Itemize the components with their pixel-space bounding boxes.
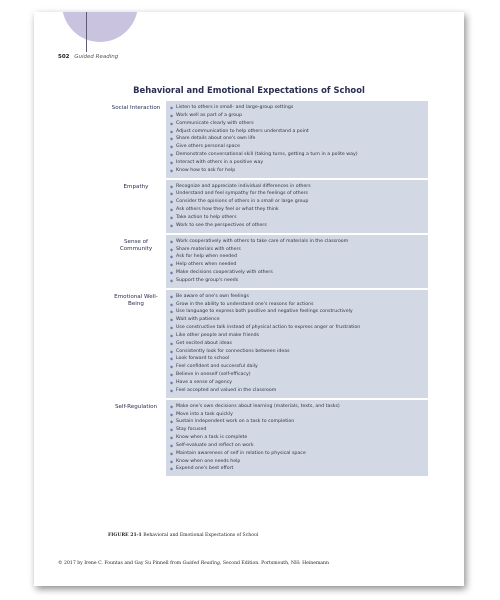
list-item: ◆ Give others personal space (170, 143, 424, 151)
expectations-list (170, 293, 424, 395)
expectations-cell (166, 399, 428, 478)
table-row (108, 234, 428, 289)
category-label: Emotional Well-Being (108, 289, 166, 399)
list-item: ◆ Communicate clearly with others (170, 120, 424, 128)
copyright-line (58, 561, 329, 566)
list-item: ◆ Be aware of one's own feelings (170, 293, 424, 301)
list-item: ◆ Feel confident and successful daily (170, 363, 424, 371)
expectations-list (170, 238, 424, 285)
list-item: ◆ Believe in oneself (self-efficacy) (170, 371, 424, 379)
list-item: ◆ Feel accepted and valued in the classroom (170, 387, 424, 395)
running-title: Guided Reading (74, 54, 119, 60)
list-item: ◆ Take action to help others (170, 214, 424, 222)
table-row (108, 179, 428, 234)
running-header (58, 54, 118, 60)
category-label: Sense of Community (108, 234, 166, 289)
list-item: ◆ Make decisions cooperatively with others (170, 269, 424, 277)
table-row (108, 101, 428, 179)
list-item: ◆ Understand and feel sympathy for the feelings of others (170, 190, 424, 198)
category-label: Empathy (108, 179, 166, 234)
copyright-book-title: Guided Reading (182, 561, 220, 566)
table-row (108, 289, 428, 399)
list-item: ◆ Expend one's best effort (170, 465, 424, 473)
list-item: ◆ Know when a task is complete (170, 434, 424, 442)
page-number: 502 (58, 54, 70, 60)
list-item: ◆ Interact with others in a positive way (170, 159, 424, 167)
list-item: ◆ Work cooperatively with others to take care of materials in the classroom (170, 238, 424, 246)
expectations-list (170, 104, 424, 175)
list-item: ◆ Adjust communication to help others understand a point (170, 128, 424, 136)
expectations-list (170, 183, 424, 230)
list-item: ◆ Stay focused (170, 426, 424, 434)
expectations-cell (166, 179, 428, 234)
list-item: ◆ Work to see the perspectives of others (170, 222, 424, 230)
list-item: ◆ Move into a task quickly (170, 411, 424, 419)
list-item: ◆ Grow in the ability to understand one's reasons for actions (170, 301, 424, 309)
expectations-cell (166, 289, 428, 399)
expectations-cell (166, 101, 428, 179)
list-item: ◆ Ask for help when needed (170, 253, 424, 261)
category-label: Social Interaction (108, 101, 166, 179)
list-item: ◆ Share details about one's own life (170, 135, 424, 143)
expectations-table (108, 101, 428, 478)
list-item: ◆ Look forward to school (170, 355, 424, 363)
list-item: ◆ Make one's own decisions about learning (materials, texts, and tasks) (170, 403, 424, 411)
list-item: ◆ Know when one needs help (170, 458, 424, 466)
copyright-before: © 2017 by Irene C. Fountas and Gay Su Pinnell from (58, 561, 183, 566)
list-item: ◆ Consider the opinions of others in a small or large group (170, 198, 424, 206)
table-row (108, 399, 428, 478)
list-item: ◆ Use language to express both positive and negative feelings constructively (170, 308, 424, 316)
list-item: ◆ Wait with patience (170, 316, 424, 324)
list-item: ◆ Use constructive talk instead of physical action to express anger or frustration (170, 324, 424, 332)
figure-caption-text: Behavioral and Emotional Expectations of School (143, 533, 259, 538)
list-item: ◆ Listen to others in small- and large-group settings (170, 104, 424, 112)
list-item: ◆ Sustain independent work on a task to completion (170, 418, 424, 426)
expectations-cell (166, 234, 428, 289)
figure-caption (108, 533, 258, 538)
list-item: ◆ Recognize and appreciate individual differences in others (170, 183, 424, 191)
list-item: ◆ Consistently look for connections between ideas (170, 348, 424, 356)
list-item: ◆ Help others when needed (170, 261, 424, 269)
list-item: ◆ Maintain awareness of self in relation to physical space (170, 450, 424, 458)
list-item: ◆ Get excited about ideas (170, 340, 424, 348)
corner-rule-decoration (86, 12, 87, 52)
corner-tab-decoration (62, 12, 138, 42)
figure-title: Behavioral and Emotional Expectations of School (133, 85, 365, 95)
list-item: ◆ Ask others how they feel or what they think (170, 206, 424, 214)
list-item: ◆ Support the group's needs (170, 277, 424, 285)
figure-label: FIGURE 21-1 (108, 533, 142, 538)
list-item: ◆ Self-evaluate and reflect on work (170, 442, 424, 450)
list-item: ◆ Have a sense of agency (170, 379, 424, 387)
category-label: Self-Regulation (108, 399, 166, 478)
list-item: ◆ Share materials with others (170, 246, 424, 254)
copyright-after: , Second Edition. Portsmouth, NH: Heinemann (219, 561, 329, 566)
list-item: ◆ Demonstrate conversational skill (taking turns, getting a turn in a polite way) (170, 151, 424, 159)
list-item: ◆ Like other people and make friends (170, 332, 424, 340)
list-item: ◆ Work well as part of a group (170, 112, 424, 120)
list-item: ◆ Know how to ask for help (170, 167, 424, 175)
book-page (34, 12, 464, 586)
expectations-list (170, 403, 424, 474)
